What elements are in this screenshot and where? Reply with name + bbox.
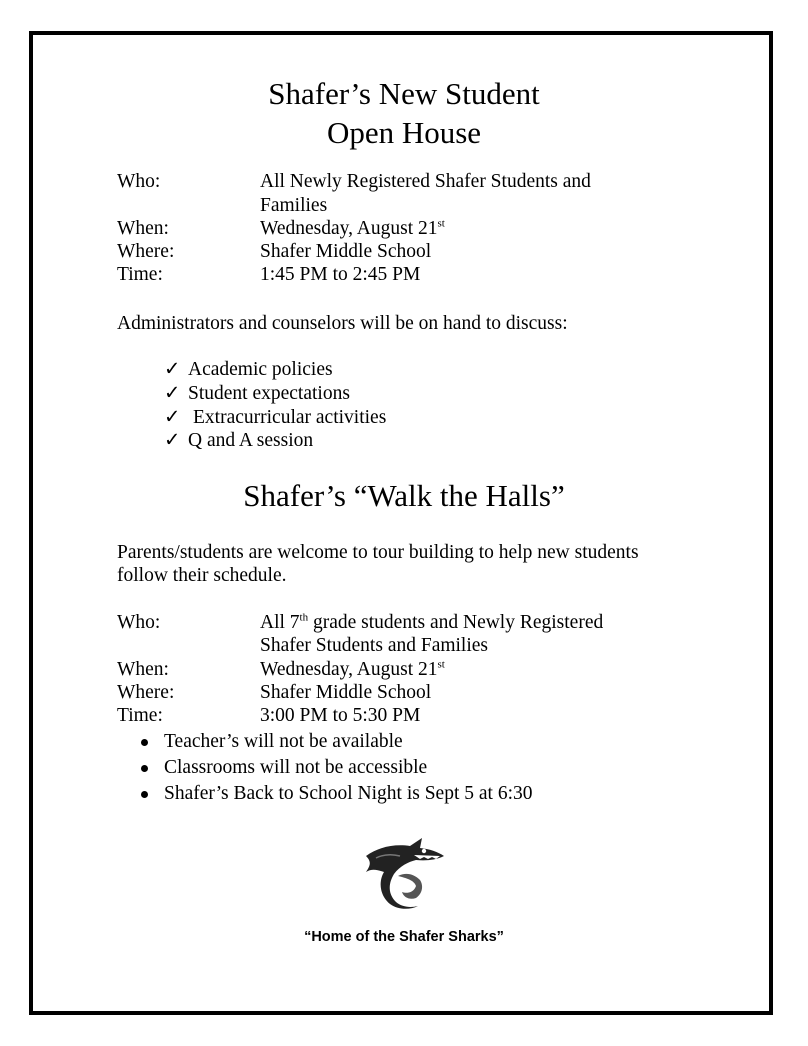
open-house-who-label: Who: bbox=[117, 171, 161, 192]
walk-halls-when-suffix: st bbox=[437, 658, 445, 671]
walk-halls-who-rest: grade students and Newly Registered bbox=[308, 612, 604, 633]
open-house-title-line1: Shafer’s New Student bbox=[268, 76, 540, 111]
walk-halls-who-prefix: All 7 bbox=[260, 612, 300, 633]
walk-halls-who-value-line2: Shafer Students and Families bbox=[260, 635, 489, 656]
walk-halls-who-suffix: th bbox=[299, 611, 309, 624]
open-house-intro: Administrators and counselors will be on hand to discuss: bbox=[117, 313, 568, 334]
check-icon: ✓ bbox=[164, 359, 181, 380]
open-house-where-label: Where: bbox=[117, 241, 175, 262]
open-house-when-date: Wednesday, August 21 bbox=[260, 218, 438, 239]
walk-halls-who-label: Who: bbox=[117, 612, 161, 633]
footer-motto: “Home of the Shafer Sharks” bbox=[304, 929, 504, 945]
note-item: Shafer’s Back to School Night is Sept 5 at 6:30 bbox=[164, 783, 533, 804]
open-house-when-value bbox=[260, 217, 445, 241]
walk-halls-who-value-line1 bbox=[260, 611, 603, 635]
open-house-when-label: When: bbox=[117, 218, 169, 239]
walk-halls-where-value: Shafer Middle School bbox=[260, 682, 432, 703]
check-icon: ✓ bbox=[164, 430, 181, 451]
open-house-when-suffix: st bbox=[437, 217, 445, 230]
topic-item: Extracurricular activities bbox=[193, 407, 387, 428]
walk-halls-where-label: Where: bbox=[117, 682, 175, 703]
walk-halls-time-label: Time: bbox=[117, 705, 163, 726]
walk-halls-time-value: 3:00 PM to 5:30 PM bbox=[260, 705, 421, 726]
bullet-dot-icon bbox=[141, 765, 148, 772]
check-icon: ✓ bbox=[164, 407, 181, 428]
check-icon: ✓ bbox=[164, 383, 181, 404]
walk-halls-when-value bbox=[260, 658, 445, 682]
topic-item: Q and A session bbox=[188, 430, 314, 451]
open-house-title-line2: Open House bbox=[326, 115, 482, 150]
shark-logo-icon bbox=[362, 836, 448, 910]
open-house-where-value: Shafer Middle School bbox=[260, 241, 432, 262]
walk-halls-intro-line1: Parents/students are welcome to tour building to help new students bbox=[117, 542, 639, 563]
open-house-who-value-line2: Families bbox=[260, 195, 328, 216]
open-house-time-value: 1:45 PM to 2:45 PM bbox=[260, 264, 421, 285]
open-house-time-label: Time: bbox=[117, 264, 163, 285]
bullet-dot-icon bbox=[141, 739, 148, 746]
topic-item: Academic policies bbox=[188, 359, 333, 380]
note-item: Teacher’s will not be available bbox=[164, 731, 403, 752]
open-house-who-value-line1: All Newly Registered Shafer Students and bbox=[260, 171, 591, 192]
note-item: Classrooms will not be accessible bbox=[164, 757, 428, 778]
walk-halls-when-label: When: bbox=[117, 659, 169, 680]
walk-halls-when-date: Wednesday, August 21 bbox=[260, 659, 438, 680]
bullet-dot-icon bbox=[141, 791, 148, 798]
topic-item: Student expectations bbox=[188, 383, 350, 404]
walk-halls-intro-line2: follow their schedule. bbox=[117, 565, 287, 586]
walk-halls-title: Shafer’s “Walk the Halls” bbox=[243, 478, 565, 513]
